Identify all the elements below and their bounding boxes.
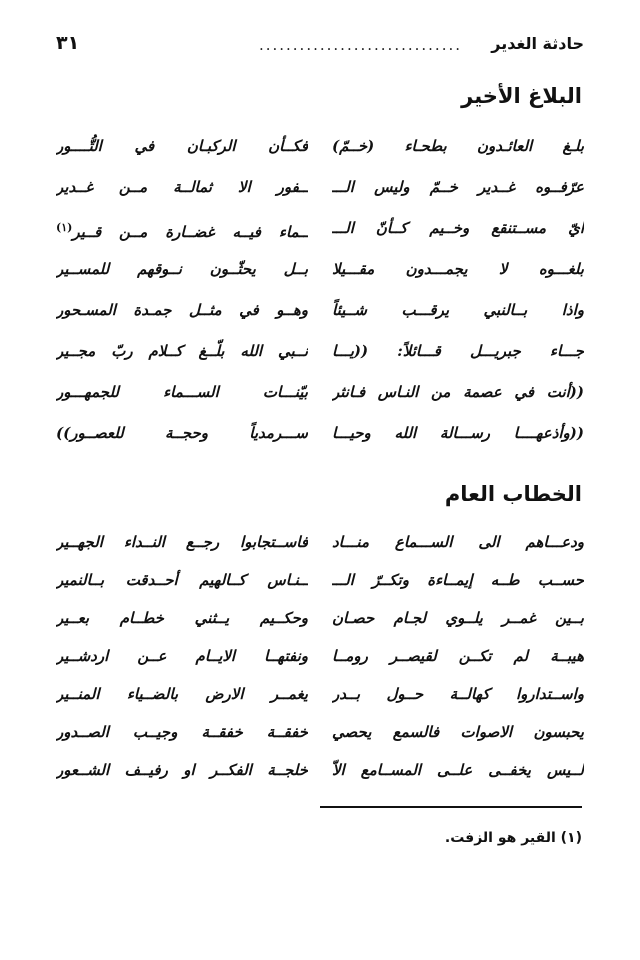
hemistich-left: بيّنـــات الســـماء للجمهـــور <box>56 383 308 401</box>
verse <box>56 167 584 207</box>
footnote-divider <box>320 806 582 808</box>
verse <box>56 331 584 371</box>
footnote: (١) القير هو الزفت. <box>444 830 582 846</box>
running-title: حادثة الغدير <box>491 34 584 53</box>
hemistich-left: بــل يحثّــون نــوقهم للمســير <box>56 260 308 278</box>
hemistich-right: بلغـــوه لا يجمـــدون مقـــيلا <box>332 260 584 278</box>
verse <box>56 126 584 166</box>
hemistich-right: واســتداروا كهالــة حــول بــدر <box>332 685 584 703</box>
verse <box>56 750 584 790</box>
section-title-public-address: الخطاب العام <box>444 482 582 506</box>
hemistich-right: لــيس يخفــى علــى المســامع الاّ <box>332 761 584 779</box>
page-header <box>56 24 584 60</box>
hemistich-left: وحكــيم يــثني خطــام بعــير <box>56 609 308 627</box>
dot-leader: .............................. <box>258 36 462 54</box>
verse <box>56 372 584 412</box>
hemistich-right: حســب طــه إيمــاءة وتكــرّ الـــ <box>332 571 584 589</box>
hemistich-left: خلجــة الفكــر او رفيــف الشــعور <box>56 761 308 779</box>
hemistich-right: ودعـــاهم الى الســـماع منـــاد <box>332 533 584 551</box>
hemistich-right: جـــاء جبريـــل قـــائلاً: ((يـــا <box>332 342 584 360</box>
hemistich-left: ــفور الا ثمالــة مــن غــدير <box>56 178 308 196</box>
hemistich-left-with-footnote <box>56 208 308 248</box>
hemistich-left: فاســتجابوا رجــع النــداء الجهــير <box>56 533 308 551</box>
hemistich-left: خفقــة خفقــة وجيــب الصــدور <box>56 723 308 741</box>
hemistich-left: فكــأن الركبـان في التُّــــور <box>56 137 308 155</box>
hemistich-right: واذا بــالنبي يرقـــب شــيئاً <box>332 301 584 319</box>
hemistich-left: ونفتهــا الايــام عــن اردشــير <box>56 647 308 665</box>
section-title-final-message: البلاغ الأخير <box>461 84 582 108</box>
verse <box>56 560 584 600</box>
hemistich-left: ــنـاس كــالهيم أحــدقت بــالنمير <box>56 571 308 589</box>
verse <box>56 636 584 676</box>
verse <box>56 249 584 289</box>
hemistich-right: هيبــة لم تكــن لقيصــر رومــا <box>332 647 584 665</box>
hemistich-right: بلـغ العائـدون بطحـاء (خــمّ) <box>332 137 584 155</box>
verse <box>56 290 584 330</box>
verse <box>56 674 584 714</box>
hemistich-right: بــين غمــر يلــوي لجـام حصـان <box>332 609 584 627</box>
verse <box>56 522 584 562</box>
hemistich-right: ((أنت في عصمة من النـاس فـانثر <box>332 383 584 401</box>
hemistich-right: عرّفــوه غــدير خــمّ وليس الـــ <box>332 178 584 196</box>
page-number: ٣١ <box>56 32 80 54</box>
hemistich-left: نــبي الله بلّــغ كــلام ربّ مجــير <box>56 342 308 360</box>
hemistich-right: ((وأذعهــــا رســـالة الله وحيـــا <box>332 424 584 442</box>
verse <box>56 598 584 638</box>
hemistich-left: يغمــر الارض بالضــياء المنــير <box>56 685 308 703</box>
hemistich-right: يحبسون الاصوات فالسمع يحصي <box>332 723 584 741</box>
hemistich-left: وهــو في مثــل جمـدة المسـحور <box>56 301 308 319</box>
hemistich-left: ســـرمدياً وحجــة للعصــور)) <box>56 424 308 442</box>
hemistich-right: ايّ مســتنقع وخــيم كــأنّ الـــ <box>332 219 584 237</box>
footnote-reference: (١) <box>56 221 73 234</box>
verse <box>56 208 584 248</box>
verse <box>56 712 584 752</box>
hemistich-left-text: ــماء فيــه غضــارة مــن قــير <box>72 223 308 241</box>
verse <box>56 413 584 453</box>
